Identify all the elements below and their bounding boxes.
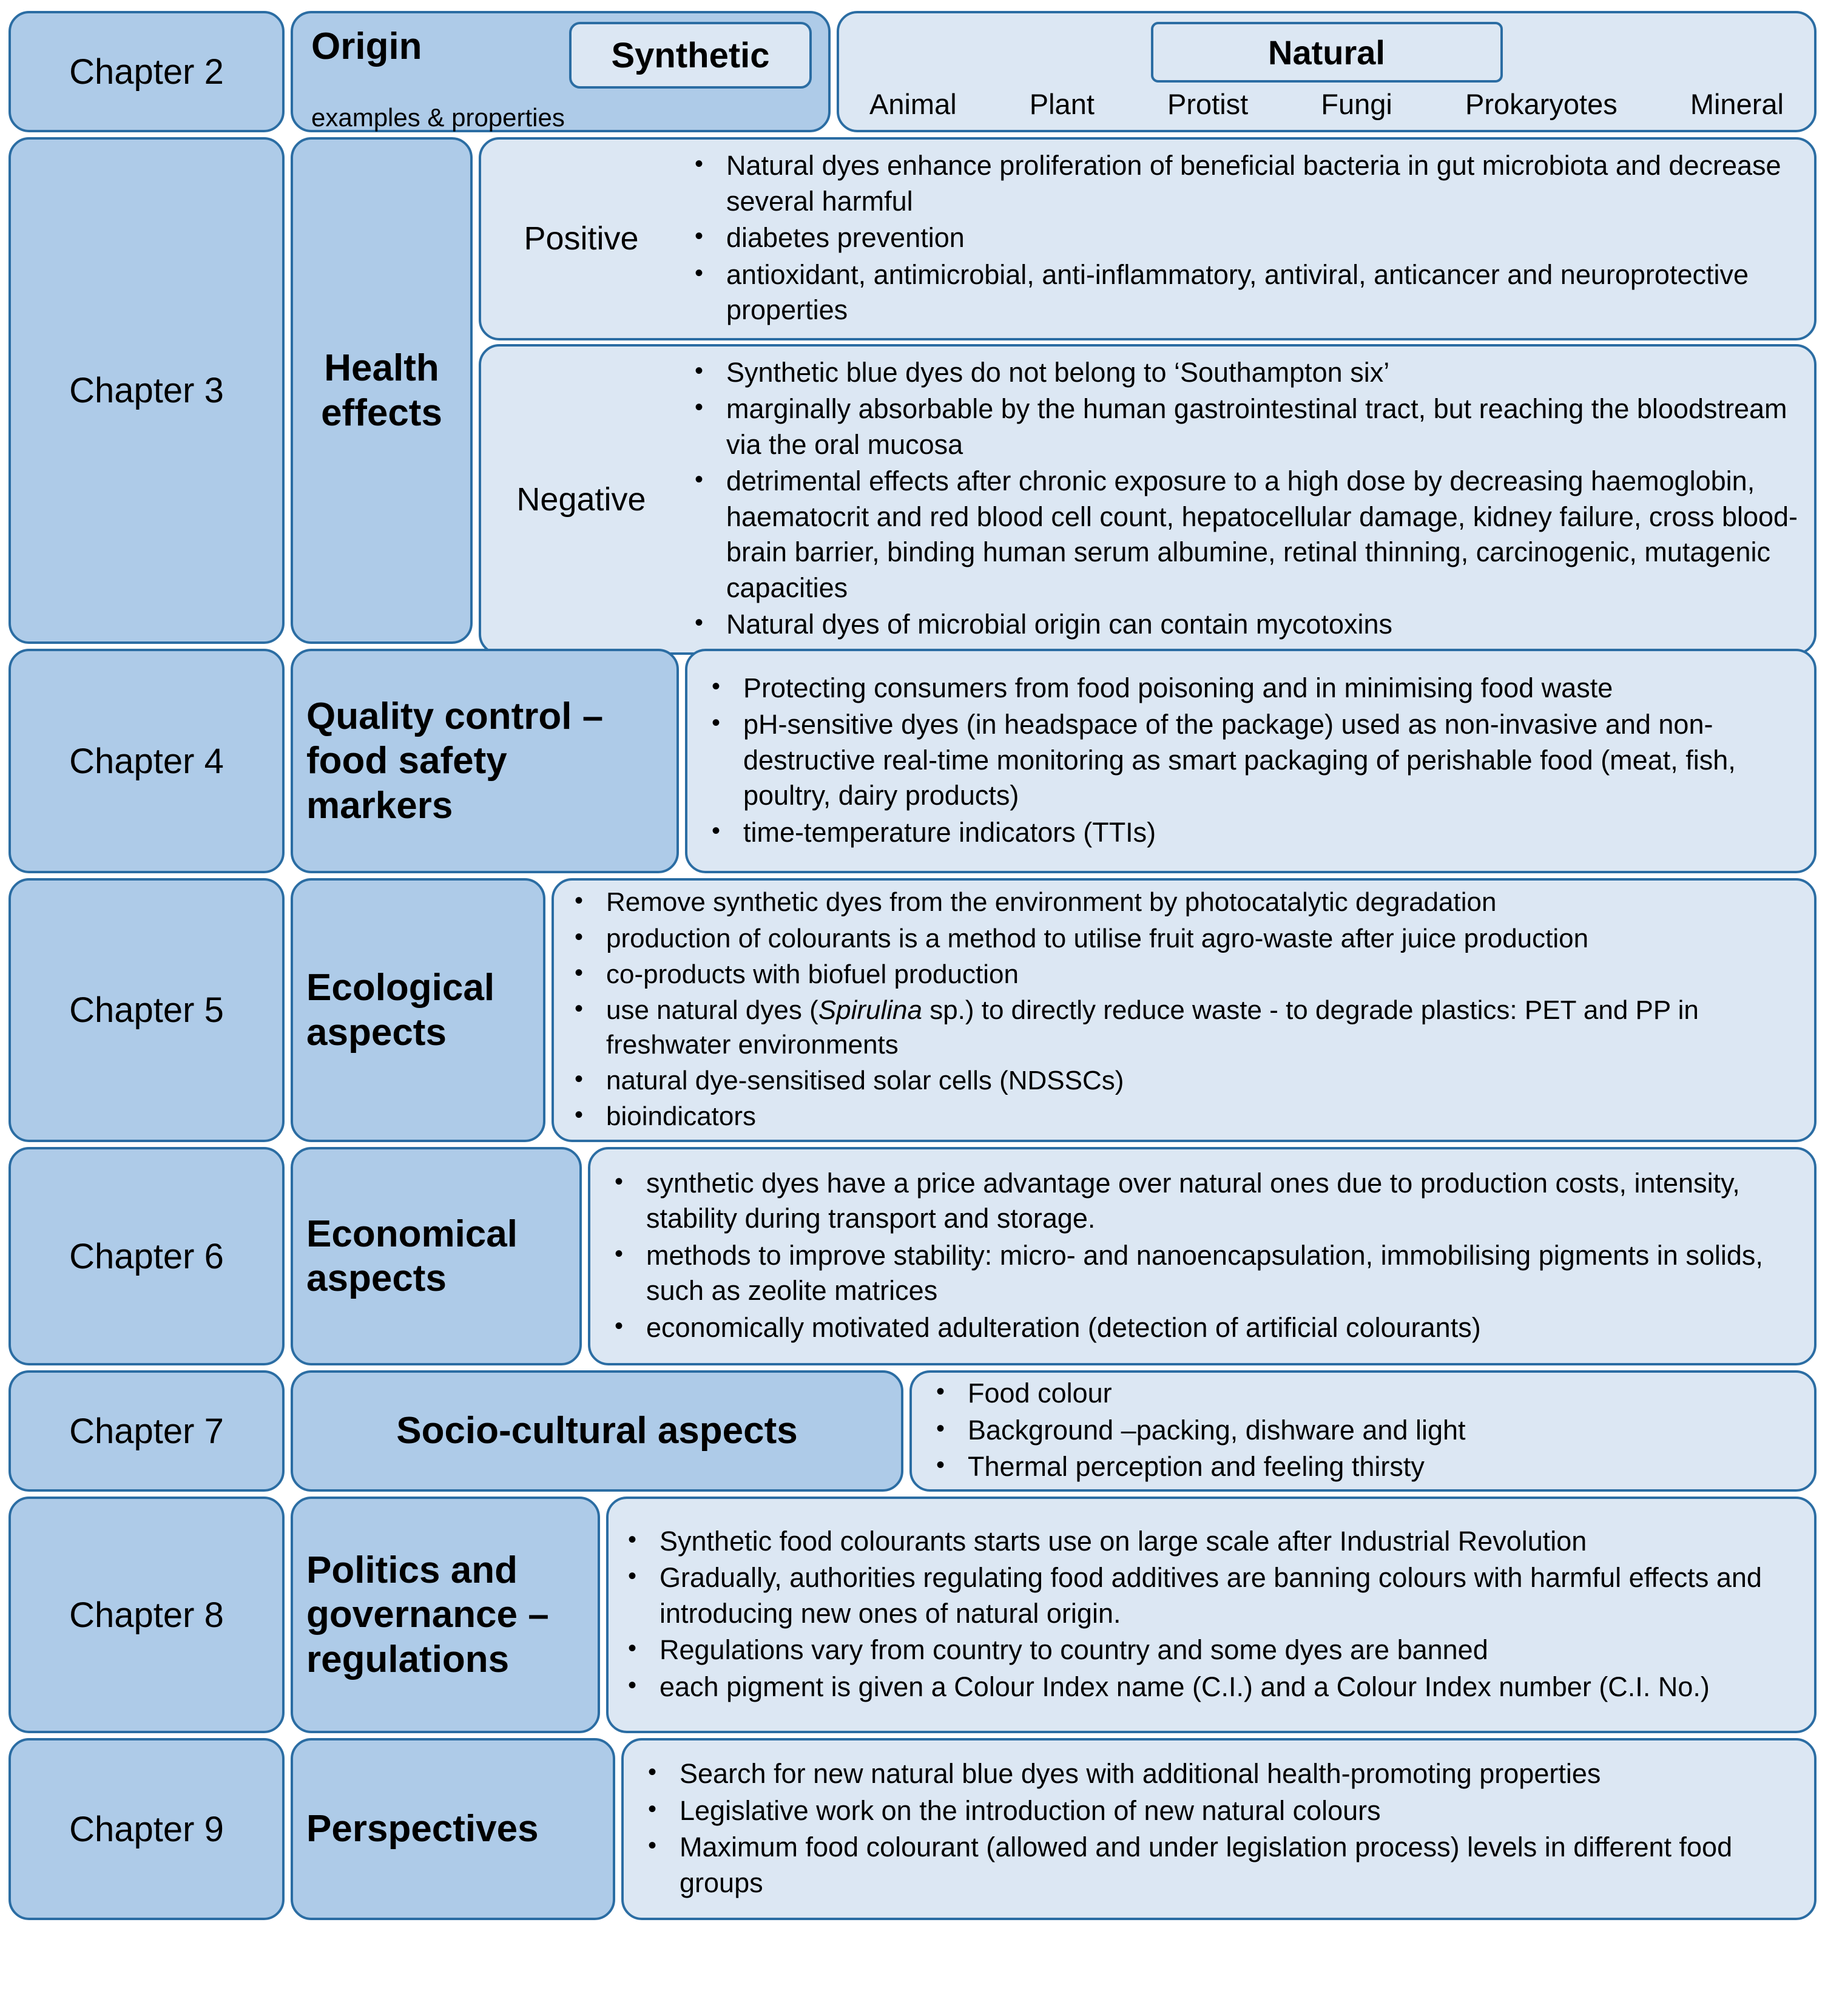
list-item: • Background –packing, dishware and light <box>923 1413 1798 1449</box>
positive-body <box>681 140 1814 338</box>
chapter-2-row <box>8 11 1817 132</box>
chapter-8-row <box>8 1497 1817 1733</box>
chapter-8-bullets <box>606 1497 1817 1733</box>
chapter-6-label: Chapter 6 <box>8 1147 285 1365</box>
list-item: • diabetes prevention <box>681 220 1798 256</box>
chapter-9-topic: Perspectives <box>291 1738 615 1920</box>
list-item: • use natural dyes (Spirulina sp.) to directly reduce waste - to degrade plastics: PET and PP in freshwater environments <box>561 993 1798 1062</box>
positive-bullet-list <box>681 148 1798 328</box>
chapter-7-bullet-list <box>923 1376 1798 1486</box>
list-item: • antioxidant, antimicrobial, anti-inflammatory, antiviral, anticancer and neuroprotective properties <box>681 257 1798 328</box>
chapter-4-row <box>8 649 1817 873</box>
chapter-7-topic: Socio-cultural aspects <box>291 1370 903 1492</box>
chapter-3-label: Chapter 3 <box>8 137 285 644</box>
negative-label: Negative <box>516 481 646 518</box>
list-item: • Natural dyes enhance proliferation of beneficial bacteria in gut microbiota and decrease several harmful <box>681 148 1798 219</box>
chapter-6-row <box>8 1147 1817 1365</box>
chapter-5-label: Chapter 5 <box>8 878 285 1142</box>
list-item: • methods to improve stability: micro- and nanoencapsulation, immobilising pigments in solids, such as zeolite matrices <box>601 1238 1798 1309</box>
positive-block <box>479 137 1817 340</box>
list-item: • pH-sensitive dyes (in headspace of the package) used as non-invasive and non-destructive real-time monitoring as smart packaging of perishable food (meat, fish, poultry, dairy products) <box>698 707 1798 814</box>
chapter-6-topic: Economical aspects <box>291 1147 582 1365</box>
natural-kind-fungi: Fungi <box>1321 88 1392 120</box>
list-item: • synthetic dyes have a price advantage over natural ones due to production costs, intensity, stability during transport and storage. <box>601 1166 1798 1237</box>
list-item: • each pigment is given a Colour Index name (C.I.) and a Colour Index number (C.I. No.) <box>615 1669 1798 1705</box>
chapter-4-bullet-list <box>698 671 1798 852</box>
list-item: • Food colour <box>923 1376 1798 1412</box>
health-effects-stack <box>479 137 1817 644</box>
chapter-8-bullet-list <box>615 1524 1798 1706</box>
list-item: • Legislative work on the introduction of new natural colours <box>635 1793 1798 1829</box>
list-item: • Synthetic blue dyes do not belong to ‘Southampton six’ <box>681 355 1798 391</box>
chapter-3-topic: Health effects <box>291 137 473 644</box>
chapter-4-bullets <box>685 649 1817 873</box>
natural-kind-animal: Animal <box>869 88 957 120</box>
natural-chip: Natural <box>1151 22 1503 83</box>
list-item: • Search for new natural blue dyes with additional health-promoting properties <box>635 1756 1798 1792</box>
chapter-8-label: Chapter 8 <box>8 1497 285 1733</box>
natural-kind-protist: Protist <box>1167 88 1249 120</box>
list-item: • co-products with biofuel production <box>561 957 1798 992</box>
list-item: • production of colourants is a method to utilise fruit agro-waste after juice production <box>561 921 1798 956</box>
natural-kind-prokaryotes: Prokaryotes <box>1465 88 1618 120</box>
list-item: • Gradually, authorities regulating food additives are banning colours with harmful effects and introducing new ones of natural origin. <box>615 1560 1798 1631</box>
origin-title: Origin <box>311 25 422 67</box>
negative-body <box>681 347 1814 652</box>
chapter-9-bullet-list <box>635 1756 1798 1902</box>
list-item: • bioindicators <box>561 1099 1798 1134</box>
origin-cell <box>291 11 831 132</box>
chapter-5-bullets <box>552 878 1817 1142</box>
positive-label: Positive <box>524 220 639 257</box>
negative-block <box>479 344 1817 655</box>
list-item: • marginally absorbable by the human gastrointestinal tract, but reaching the bloodstream via the oral mucosa <box>681 391 1798 462</box>
synthetic-chip: Synthetic <box>569 22 812 89</box>
list-item: • Natural dyes of microbial origin can contain mycotoxins <box>681 607 1798 643</box>
natural-kind-mineral: Mineral <box>1690 88 1784 120</box>
list-item: • economically motivated adulteration (detection of artificial colourants) <box>601 1310 1798 1346</box>
chapter-2-label: Chapter 2 <box>8 11 285 132</box>
origin-subtitle: examples & properties <box>311 103 565 132</box>
chapter-5-topic: Ecological aspects <box>291 878 545 1142</box>
chapter-9-bullets <box>621 1738 1817 1920</box>
chapter-4-topic: Quality control – food safety markers <box>291 649 679 873</box>
chapter-4-label: Chapter 4 <box>8 649 285 873</box>
chapter-9-row <box>8 1738 1817 1920</box>
natural-kind-plant: Plant <box>1029 88 1095 120</box>
natural-cell <box>837 11 1817 132</box>
natural-kinds-list <box>851 87 1802 121</box>
negative-bullet-list <box>681 355 1798 643</box>
chapter-7-bullets <box>909 1370 1817 1492</box>
chapter-6-bullets <box>588 1147 1817 1365</box>
chapter-9-label: Chapter 9 <box>8 1738 285 1920</box>
list-item: • Protecting consumers from food poisoning and in minimising food waste <box>698 671 1798 706</box>
list-item: • time-temperature indicators (TTIs) <box>698 815 1798 851</box>
chapter-7-row <box>8 1370 1817 1492</box>
chapter-8-topic: Politics and governance – regulations <box>291 1497 600 1733</box>
chapter-7-label: Chapter 7 <box>8 1370 285 1492</box>
chapter-5-bullet-list <box>561 885 1798 1135</box>
list-item: • Maximum food colourant (allowed and under legislation process) levels in different food groups <box>635 1830 1798 1901</box>
list-item: • Regulations vary from country to country and some dyes are banned <box>615 1632 1798 1668</box>
list-item: • detrimental effects after chronic exposure to a high dose by decreasing haemoglobin, haematocrit and red blood cell count, hepatocellular damage, kidney failure, cross blood-brain barrier, binding human serum albumine, retinal thinning, carcinogenic, mutagenic capacities <box>681 464 1798 606</box>
list-item: • Remove synthetic dyes from the environment by photocatalytic degradation <box>561 885 1798 919</box>
list-item: • Thermal perception and feeling thirsty <box>923 1449 1798 1485</box>
list-item: • natural dye-sensitised solar cells (NDSSCs) <box>561 1063 1798 1098</box>
chapter-3-row <box>8 137 1817 644</box>
chapter-5-row <box>8 878 1817 1142</box>
list-item: • Synthetic food colourants starts use on large scale after Industrial Revolution <box>615 1524 1798 1560</box>
chapter-6-bullet-list <box>601 1166 1798 1347</box>
